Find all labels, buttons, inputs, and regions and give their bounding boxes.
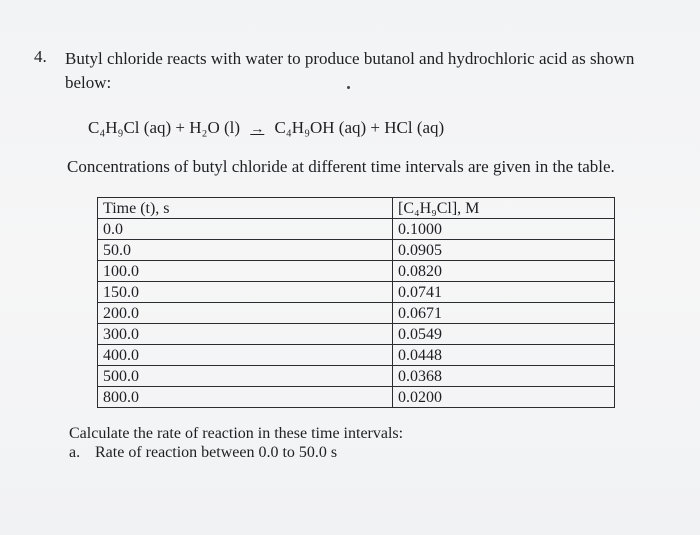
table-row bbox=[98, 240, 615, 261]
concentration-cell: 0.0200 bbox=[393, 387, 615, 408]
time-cell: 50.0 bbox=[98, 240, 393, 261]
header-time: Time (t), s bbox=[98, 198, 393, 219]
chemical-equation bbox=[88, 118, 444, 138]
table-row bbox=[98, 345, 615, 366]
time-cell: 300.0 bbox=[98, 324, 393, 345]
concentration-cell: 0.0549 bbox=[393, 324, 615, 345]
table-row bbox=[98, 282, 615, 303]
reactant-butyl-chloride: C₄H₉Cl (aq) bbox=[88, 118, 172, 137]
question-number: 4. bbox=[34, 47, 47, 66]
table-row bbox=[98, 324, 615, 345]
concentration-cell: 0.0820 bbox=[393, 261, 615, 282]
plus-sign: + bbox=[175, 118, 185, 137]
concentration-cell: 0.0448 bbox=[393, 345, 615, 366]
table-row bbox=[98, 261, 615, 282]
product-hydrochloric-acid: HCl (aq) bbox=[384, 118, 445, 137]
concentration-cell: 0.1000 bbox=[393, 219, 615, 240]
reactant-water: H₂O (l) bbox=[189, 118, 241, 137]
table-row bbox=[98, 303, 615, 324]
time-cell: 0.0 bbox=[98, 219, 393, 240]
question-text: Butyl chloride reacts with water to produce butanol and hydrochloric acid as shown below: bbox=[65, 49, 635, 92]
table-header-row bbox=[98, 198, 615, 219]
product-butanol: C₄H₉OH (aq) bbox=[274, 118, 367, 137]
concentration-cell: 0.0671 bbox=[393, 303, 615, 324]
plus-sign: + bbox=[370, 118, 381, 137]
concentration-table bbox=[97, 197, 615, 408]
time-cell: 500.0 bbox=[98, 366, 393, 387]
time-cell: 400.0 bbox=[98, 345, 393, 366]
part-a-label: a. bbox=[69, 444, 81, 461]
concentration-cell: 0.0741 bbox=[393, 282, 615, 303]
header-concentration: [C₄H₉Cl], M bbox=[393, 198, 615, 219]
table-intro: Concentrations of butyl chloride at different time intervals are given in the table. bbox=[67, 157, 615, 176]
time-cell: 800.0 bbox=[98, 387, 393, 408]
table-row bbox=[98, 366, 615, 387]
calculate-instruction: Calculate the rate of reaction in these time intervals: bbox=[69, 425, 404, 442]
time-cell: 100.0 bbox=[98, 261, 393, 282]
table-row bbox=[98, 387, 615, 408]
part-a bbox=[69, 444, 337, 462]
concentration-cell: 0.0368 bbox=[393, 366, 615, 387]
stray-dot bbox=[347, 86, 350, 89]
part-a-text: Rate of reaction between 0.0 to 50.0 s bbox=[95, 444, 338, 461]
reaction-arrow-icon: → bbox=[250, 122, 265, 137]
time-cell: 150.0 bbox=[98, 282, 393, 303]
concentration-cell: 0.0905 bbox=[393, 240, 615, 261]
time-cell: 200.0 bbox=[98, 303, 393, 324]
table-row bbox=[98, 219, 615, 240]
